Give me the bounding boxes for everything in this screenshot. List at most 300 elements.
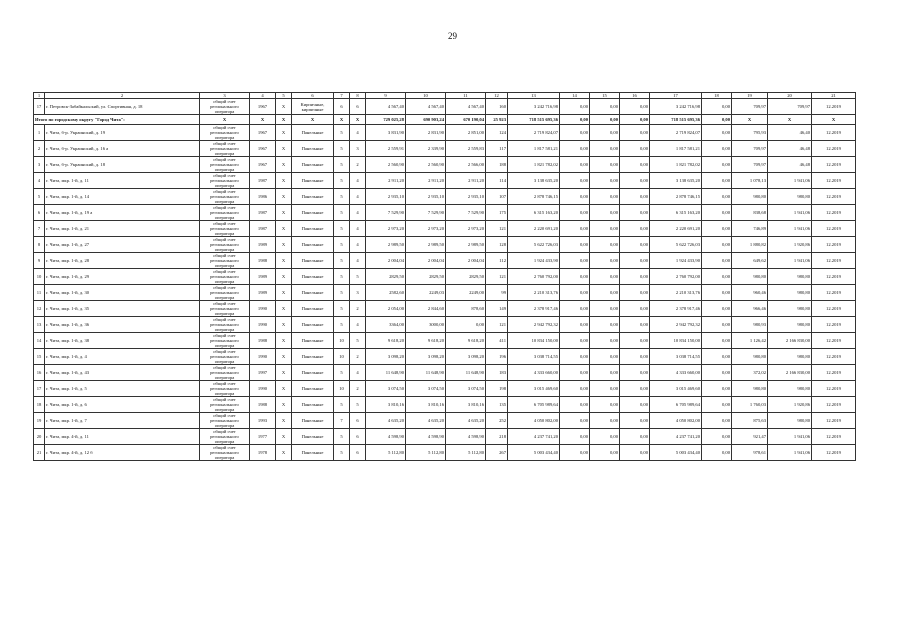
- entrances-cell: 2: [350, 381, 366, 397]
- fund-method-cell: общий счет регионального оператора: [200, 445, 250, 461]
- year-cell: 1967: [250, 125, 276, 141]
- zero-cell: 0,00: [620, 381, 650, 397]
- address-cell: г. Чита, мкр. 1-й, д. 28: [45, 253, 200, 269]
- total-cell: X: [276, 115, 292, 125]
- zero-cell: 0,00: [702, 349, 732, 365]
- zero-cell: 0,00: [560, 173, 590, 189]
- entrances-cell: 5: [350, 269, 366, 285]
- table-row: [34, 285, 856, 301]
- total-cost-cell: 4 050 802,00: [650, 413, 702, 429]
- year-cell: 1987: [250, 221, 276, 237]
- total-cost-cell: 4 333 660,00: [650, 365, 702, 381]
- residents-cell: 99: [486, 285, 508, 301]
- table-row: [34, 333, 856, 349]
- cost-cell: 2 942 792,32: [508, 317, 560, 333]
- zero-cell: 0,00: [702, 237, 732, 253]
- row-number: 18: [34, 397, 45, 413]
- total-cost-cell: 3 242 716,98: [650, 99, 702, 115]
- entrances-cell: 4: [350, 125, 366, 141]
- column-header: 5: [276, 93, 292, 99]
- unit-cost-cell: 1 760,03: [732, 397, 768, 413]
- total-cell: X: [200, 115, 250, 125]
- zero-cell: 0,00: [702, 125, 732, 141]
- row-number: 21: [34, 445, 45, 461]
- total-area-cell: 4 635,20: [366, 413, 406, 429]
- zero-cell: 0,00: [702, 221, 732, 237]
- cost-cell: 2 378 917,46: [508, 301, 560, 317]
- residents-cell: 218: [486, 429, 508, 445]
- wall-material-cell: Панельные: [292, 317, 334, 333]
- area-c-cell: 2 989,50: [446, 237, 486, 253]
- area-b-cell: 5 112,80: [406, 445, 446, 461]
- residents-cell: 135: [486, 397, 508, 413]
- table-row: [34, 381, 856, 397]
- residents-cell: 196: [486, 349, 508, 365]
- zero-cell: 0,00: [560, 301, 590, 317]
- zero-cell: 0,00: [590, 333, 620, 349]
- area-b-cell: 4 567,40: [406, 99, 446, 115]
- zero-cell: 0,00: [702, 141, 732, 157]
- fund-method-cell: общий счет регионального оператора: [200, 157, 250, 173]
- unit-cost-cell: 980,80: [732, 349, 768, 365]
- row-number: 4: [34, 173, 45, 189]
- wall-material-cell: Панельные: [292, 205, 334, 221]
- zero-cell: 0,00: [702, 397, 732, 413]
- address-cell: г. Чита, б-р. Украинский, д. 16 а: [45, 141, 200, 157]
- address-cell: г. Чита, мкр. 4-й, д. 11: [45, 429, 200, 445]
- entrances-cell: 2: [350, 301, 366, 317]
- term-cell: 12.2019: [812, 429, 856, 445]
- fund-method-cell: общий счет регионального оператора: [200, 221, 250, 237]
- total-cost-cell: 3 038 714,55: [650, 349, 702, 365]
- total-cost-cell: 1 821 782,02: [650, 157, 702, 173]
- zero-cell: 0,00: [702, 285, 732, 301]
- table-row: [34, 429, 856, 445]
- area-b-cell: 4 598,90: [406, 429, 446, 445]
- area-b-cell: 2 339,90: [406, 141, 446, 157]
- x-cell: X: [276, 237, 292, 253]
- cost-cell: 6 705 989,64: [508, 397, 560, 413]
- area-c-cell: 4 567,40: [446, 99, 486, 115]
- address-cell: г. Чита, мкр. 1-й, д. 5: [45, 381, 200, 397]
- x-cell: X: [276, 189, 292, 205]
- zero-cell: 0,00: [560, 285, 590, 301]
- residents-cell: 149: [486, 301, 508, 317]
- cost-cell: 6 315 163,20: [508, 205, 560, 221]
- total-cost-cell: 2 719 824,07: [650, 125, 702, 141]
- table-row: [34, 157, 856, 173]
- wall-material-cell: Панельные: [292, 269, 334, 285]
- zero-cell: 0,00: [702, 333, 732, 349]
- floors-cell: 5: [334, 269, 350, 285]
- floors-cell: 6: [334, 99, 350, 115]
- x-cell: X: [276, 333, 292, 349]
- wall-material-cell: Панельные: [292, 397, 334, 413]
- wall-material-cell: Панельные: [292, 237, 334, 253]
- table-row: [34, 413, 856, 429]
- x-cell: X: [276, 221, 292, 237]
- entrances-cell: 4: [350, 237, 366, 253]
- zero-cell: 0,00: [590, 269, 620, 285]
- term-cell: 12.2019: [812, 141, 856, 157]
- wall-material-cell: Панельные: [292, 413, 334, 429]
- total-cost-cell: 1 817 581,21: [650, 141, 702, 157]
- address-cell: г. Чита, мкр. 1-й, д. 21: [45, 221, 200, 237]
- limit-cost-cell: 46,48: [768, 157, 812, 173]
- wall-material-cell: Кирпичные, кирпичные: [292, 99, 334, 115]
- row-number: 17: [34, 99, 45, 115]
- year-cell: 1990: [250, 381, 276, 397]
- total-label: Итого по городскому округу "Город Чита":: [34, 115, 200, 125]
- floors-cell: 7: [334, 413, 350, 429]
- table-row: [34, 189, 856, 205]
- fund-method-cell: общий счет регионального оператора: [200, 125, 250, 141]
- area-c-cell: 2 935,10: [446, 189, 486, 205]
- zero-cell: 0,00: [590, 365, 620, 381]
- term-cell: 12.2019: [812, 157, 856, 173]
- zero-cell: 0,00: [620, 413, 650, 429]
- zero-cell: 0,00: [560, 381, 590, 397]
- unit-cost-cell: 978,61: [732, 445, 768, 461]
- zero-cell: 0,00: [590, 381, 620, 397]
- zero-cell: 0,00: [620, 221, 650, 237]
- limit-cost-cell: 980,80: [768, 269, 812, 285]
- floors-cell: 5: [334, 189, 350, 205]
- area-b-cell: 2249,03: [406, 285, 446, 301]
- column-header: 14: [560, 93, 590, 99]
- unit-cost-cell: 966,46: [732, 301, 768, 317]
- unit-cost-cell: 980,80: [732, 381, 768, 397]
- x-cell: X: [276, 253, 292, 269]
- zero-cell: 0,00: [620, 317, 650, 333]
- fund-method-cell: общий счет регионального оператора: [200, 429, 250, 445]
- floors-cell: 5: [334, 173, 350, 189]
- zero-cell: 0,00: [702, 317, 732, 333]
- limit-cost-cell: 46,40: [768, 125, 812, 141]
- page-number: 29: [448, 31, 457, 41]
- year-cell: 1990: [250, 301, 276, 317]
- total-area-cell: 11 648,90: [366, 365, 406, 381]
- zero-cell: 0,00: [560, 317, 590, 333]
- wall-material-cell: Панельные: [292, 285, 334, 301]
- wall-material-cell: Панельные: [292, 445, 334, 461]
- cost-cell: 2 719 824,07: [508, 125, 560, 141]
- x-cell: X: [276, 365, 292, 381]
- residents-cell: 121: [486, 317, 508, 333]
- total-cell: X: [732, 115, 768, 125]
- zero-cell: 0,00: [620, 125, 650, 141]
- table-row: [34, 365, 856, 381]
- area-b-cell: 11 648,90: [406, 365, 446, 381]
- year-cell: 1990: [250, 317, 276, 333]
- table-row: [34, 397, 856, 413]
- wall-material-cell: Панельные: [292, 141, 334, 157]
- term-cell: 12.2019: [812, 349, 856, 365]
- zero-cell: 0,00: [620, 301, 650, 317]
- address-cell: г. Чита, б-р. Украинский, д. 19: [45, 125, 200, 141]
- column-header: 15: [590, 93, 620, 99]
- cost-cell: 5 622 726,03: [508, 237, 560, 253]
- fund-method-cell: общий счет регионального оператора: [200, 333, 250, 349]
- column-header: 12: [486, 93, 508, 99]
- zero-cell: 0,00: [590, 301, 620, 317]
- wall-material-cell: Панельные: [292, 333, 334, 349]
- total-area-cell: 3364,00: [366, 317, 406, 333]
- limit-cost-cell: 980,80: [768, 381, 812, 397]
- row-number: 19: [34, 413, 45, 429]
- floors-cell: 5: [334, 397, 350, 413]
- total-area-cell: 3 810,16: [366, 397, 406, 413]
- wall-material-cell: Панельные: [292, 349, 334, 365]
- limit-cost-cell: 46,48: [768, 141, 812, 157]
- total-cost-cell: 2 220 691,20: [650, 221, 702, 237]
- area-b-cell: 2 973,20: [406, 221, 446, 237]
- area-b-cell: 4 635,20: [406, 413, 446, 429]
- cost-cell: 4 333 660,00: [508, 365, 560, 381]
- zero-cell: 0,00: [590, 205, 620, 221]
- zero-cell: 0,00: [560, 269, 590, 285]
- address-cell: г. Чита, б-р. Украинский, д. 18: [45, 157, 200, 173]
- total-cost-cell: 4 237 741,20: [650, 429, 702, 445]
- unit-cost-cell: 960,46: [732, 285, 768, 301]
- cost-cell: 1 817 581,21: [508, 141, 560, 157]
- area-c-cell: 2 004,04: [446, 253, 486, 269]
- unit-cost-cell: 1 126,42: [732, 333, 768, 349]
- column-header: 19: [732, 93, 768, 99]
- limit-cost-cell: 980,80: [768, 413, 812, 429]
- table-row: [34, 445, 856, 461]
- residents-cell: 267: [486, 445, 508, 461]
- fund-method-cell: общий счет регионального оператора: [200, 349, 250, 365]
- total-cell: X: [334, 115, 350, 125]
- residents-cell: 121: [486, 269, 508, 285]
- zero-cell: 0,00: [620, 365, 650, 381]
- total-area-cell: 2 911,20: [366, 173, 406, 189]
- year-cell: 1977: [250, 429, 276, 445]
- total-area-cell: 3 074,50: [366, 381, 406, 397]
- zero-cell: 0,00: [590, 141, 620, 157]
- column-header: 13: [508, 93, 560, 99]
- floors-cell: 10: [334, 381, 350, 397]
- row-number: 5: [34, 189, 45, 205]
- entrances-cell: 3: [350, 285, 366, 301]
- x-cell: X: [276, 381, 292, 397]
- year-cell: 1988: [250, 253, 276, 269]
- table-row: [34, 221, 856, 237]
- unit-cost-cell: 980,80: [732, 189, 768, 205]
- total-cost-cell: 5 003 434,40: [650, 445, 702, 461]
- total-cost-cell: 2 760 792,00: [650, 269, 702, 285]
- table-row: [34, 301, 856, 317]
- total-cost-cell: 2 878 746,15: [650, 189, 702, 205]
- table-row: [34, 349, 856, 365]
- fund-method-cell: общий счет регионального оператора: [200, 141, 250, 157]
- total-cell: X: [350, 115, 366, 125]
- table-row: [34, 173, 856, 189]
- zero-cell: 0,00: [590, 349, 620, 365]
- unit-cost-cell: 709,97: [732, 157, 768, 173]
- area-c-cell: 9 618,20: [446, 333, 486, 349]
- term-cell: 12.2019: [812, 269, 856, 285]
- area-b-cell: 2 911,20: [406, 173, 446, 189]
- entrances-cell: 2: [350, 157, 366, 173]
- cost-cell: 3 138 635,20: [508, 173, 560, 189]
- residents-cell: 107: [486, 189, 508, 205]
- total-cell: 25 923: [486, 115, 508, 125]
- year-cell: 1978: [250, 445, 276, 461]
- table-row: [34, 125, 856, 141]
- zero-cell: 0,00: [560, 365, 590, 381]
- zero-cell: 0,00: [620, 285, 650, 301]
- limit-cost-cell: 980,80: [768, 285, 812, 301]
- floors-cell: 5: [334, 205, 350, 221]
- total-area-cell: 2582,60: [366, 285, 406, 301]
- cost-cell: 2 760 792,00: [508, 269, 560, 285]
- area-c-cell: 4 598,90: [446, 429, 486, 445]
- zero-cell: 0,00: [590, 237, 620, 253]
- row-number: 3: [34, 157, 45, 173]
- total-area-cell: 2 935,10: [366, 189, 406, 205]
- term-cell: 12.2019: [812, 381, 856, 397]
- area-b-cell: 2829,50: [406, 269, 446, 285]
- year-cell: 1988: [250, 333, 276, 349]
- entrances-cell: 4: [350, 205, 366, 221]
- fund-method-cell: общий счет регионального оператора: [200, 365, 250, 381]
- column-header: 3: [200, 93, 250, 99]
- total-cell: 729 025,28: [366, 115, 406, 125]
- entrances-cell: 6: [350, 99, 366, 115]
- limit-cost-cell: 1 941,06: [768, 205, 812, 221]
- unit-cost-cell: 980,93: [732, 317, 768, 333]
- residents-cell: 160: [486, 99, 508, 115]
- year-cell: 1967: [250, 141, 276, 157]
- column-header: 11: [446, 93, 486, 99]
- floors-cell: 5: [334, 253, 350, 269]
- year-cell: 1989: [250, 269, 276, 285]
- year-cell: 1987: [250, 173, 276, 189]
- fund-method-cell: общий счет регионального оператора: [200, 237, 250, 253]
- table-row: [34, 237, 856, 253]
- cost-cell: 5 003 434,40: [508, 445, 560, 461]
- x-cell: X: [276, 173, 292, 189]
- zero-cell: 0,00: [702, 173, 732, 189]
- column-header: 10: [406, 93, 446, 99]
- address-cell: г. Чита, мкр. 1-й, д. 38: [45, 333, 200, 349]
- limit-cost-cell: 1 941,06: [768, 445, 812, 461]
- zero-cell: 0,00: [590, 397, 620, 413]
- term-cell: 12.2019: [812, 221, 856, 237]
- total-cell: X: [250, 115, 276, 125]
- zero-cell: 0,00: [620, 333, 650, 349]
- year-cell: 1993: [250, 413, 276, 429]
- area-c-cell: 3 074,50: [446, 381, 486, 397]
- zero-cell: 0,00: [560, 333, 590, 349]
- zero-cell: 0,00: [560, 125, 590, 141]
- year-cell: 1988: [250, 397, 276, 413]
- limit-cost-cell: 2 166 830,00: [768, 365, 812, 381]
- year-cell: 1997: [250, 365, 276, 381]
- zero-cell: 0,00: [702, 429, 732, 445]
- wall-material-cell: Панельные: [292, 221, 334, 237]
- cost-cell: 3 015 469,60: [508, 381, 560, 397]
- floors-cell: 5: [334, 445, 350, 461]
- residents-cell: 114: [486, 173, 508, 189]
- total-area-cell: 2 973,20: [366, 221, 406, 237]
- zero-cell: 0,00: [620, 269, 650, 285]
- total-cost-cell: 2 942 792,32: [650, 317, 702, 333]
- row-number: 13: [34, 317, 45, 333]
- floors-cell: 5: [334, 317, 350, 333]
- limit-cost-cell: 1 941,06: [768, 173, 812, 189]
- column-header: 20: [768, 93, 812, 99]
- total-cell: 0,00: [560, 115, 590, 125]
- term-cell: 12.2019: [812, 189, 856, 205]
- column-header: 18: [702, 93, 732, 99]
- total-area-cell: 5 112,80: [366, 445, 406, 461]
- zero-cell: 0,00: [620, 99, 650, 115]
- row-number: 2: [34, 141, 45, 157]
- row-number: 16: [34, 365, 45, 381]
- row-number: 8: [34, 237, 45, 253]
- cost-cell: 2 210 313,76: [508, 285, 560, 301]
- floors-cell: 5: [334, 285, 350, 301]
- x-cell: X: [276, 397, 292, 413]
- entrances-cell: 6: [350, 429, 366, 445]
- total-area-cell: 2 559,91: [366, 141, 406, 157]
- fund-method-cell: общий счет регионального оператора: [200, 285, 250, 301]
- zero-cell: 0,00: [590, 445, 620, 461]
- cost-cell: 10 834 150,00: [508, 333, 560, 349]
- row-number: 1: [34, 125, 45, 141]
- residents-cell: 175: [486, 205, 508, 221]
- wall-material-cell: Панельные: [292, 125, 334, 141]
- cost-cell: 2 220 691,20: [508, 221, 560, 237]
- zero-cell: 0,00: [702, 189, 732, 205]
- table-row: [34, 141, 856, 157]
- unit-cost-cell: 795,93: [732, 125, 768, 141]
- limit-cost-cell: 1 920,86: [768, 397, 812, 413]
- zero-cell: 0,00: [590, 221, 620, 237]
- total-cost-cell: 1 924 433,90: [650, 253, 702, 269]
- limit-cost-cell: 980,80: [768, 317, 812, 333]
- floors-cell: 5: [334, 301, 350, 317]
- area-b-cell: 2 844,60: [406, 301, 446, 317]
- cost-cell: 4 050 802,00: [508, 413, 560, 429]
- zero-cell: 0,00: [702, 269, 732, 285]
- table-row: [34, 317, 856, 333]
- floors-cell: 5: [334, 237, 350, 253]
- column-header: 17: [650, 93, 702, 99]
- limit-cost-cell: 2 166 830,00: [768, 333, 812, 349]
- table-row: [34, 99, 856, 115]
- floors-cell: 5: [334, 125, 350, 141]
- address-cell: г. Чита, мкр. 1-й, д. 30: [45, 285, 200, 301]
- area-c-cell: 3 810,16: [446, 397, 486, 413]
- unit-cost-cell: 921,47: [732, 429, 768, 445]
- zero-cell: 0,00: [560, 429, 590, 445]
- entrances-cell: 4: [350, 317, 366, 333]
- area-c-cell: 2829,50: [446, 269, 486, 285]
- address-cell: г. Чита, мкр. 1-й, д. 35: [45, 301, 200, 317]
- total-area-cell: 3 831,90: [366, 125, 406, 141]
- total-cost-cell: 2 210 313,76: [650, 285, 702, 301]
- zero-cell: 0,00: [560, 157, 590, 173]
- zero-cell: 0,00: [590, 157, 620, 173]
- wall-material-cell: Панельные: [292, 189, 334, 205]
- area-b-cell: 3000,00: [406, 317, 446, 333]
- table-row: [34, 269, 856, 285]
- zero-cell: 0,00: [560, 253, 590, 269]
